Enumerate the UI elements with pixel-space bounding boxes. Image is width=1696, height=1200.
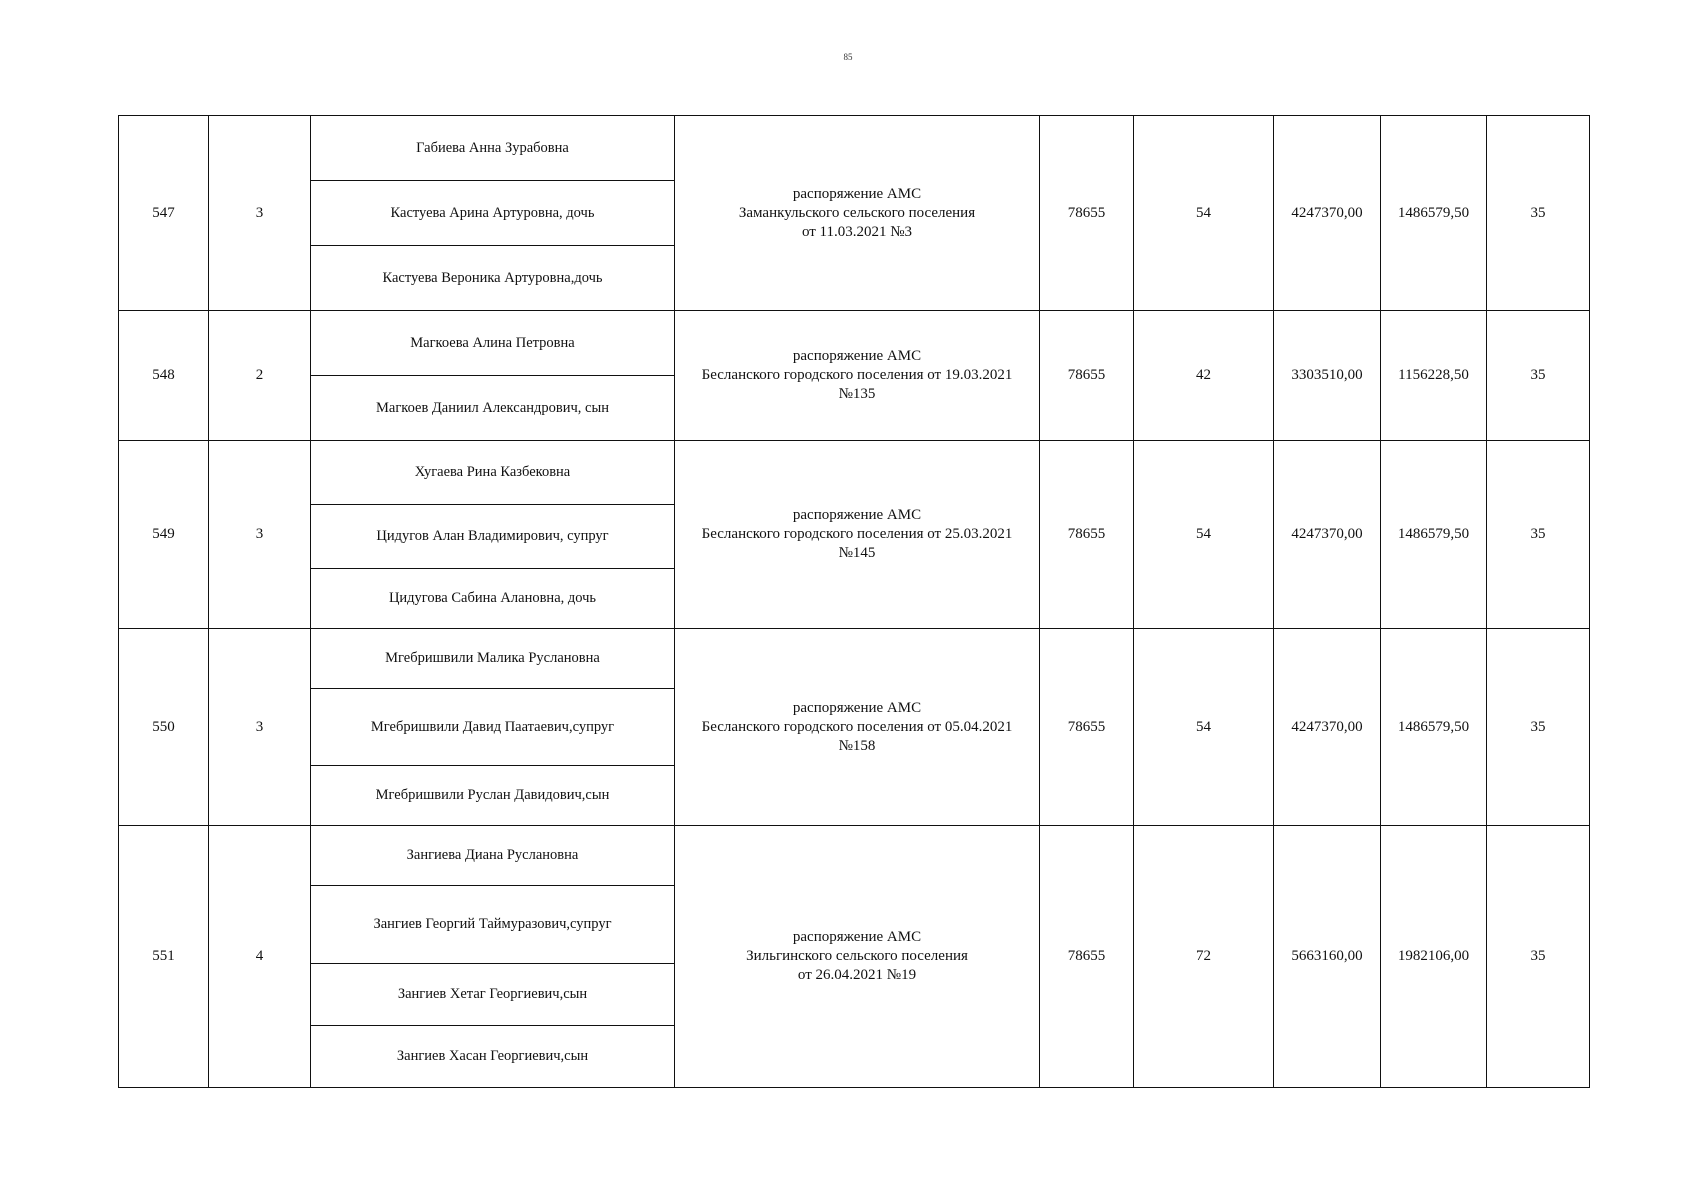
family-member-name: Хугаева Рина Казбековна (311, 441, 675, 505)
record-number: 549 (119, 441, 209, 629)
decision-line: распоряжение АМС (792, 507, 922, 523)
subsidy-amount: 1156228,50 (1381, 311, 1487, 441)
table-row (119, 826, 1590, 886)
registry-body (119, 116, 1590, 1088)
norm-cost: 78655 (1040, 826, 1134, 1088)
norm-cost: 78655 (1040, 116, 1134, 311)
subsidy-percent: 35 (1487, 629, 1590, 826)
table-row (119, 311, 1590, 376)
family-member-name: Цидугова Сабина Алановна, дочь (311, 569, 675, 629)
family-member-name: Зангиев Георгий Таймуразович,супруг (311, 886, 675, 964)
family-member-name: Магкоева Алина Петровна (311, 311, 675, 376)
total-amount: 4247370,00 (1274, 629, 1381, 826)
family-member-name: Мгебришвили Малика Руслановна (311, 629, 675, 689)
subsidy-percent: 35 (1487, 441, 1590, 629)
total-amount: 4247370,00 (1274, 441, 1381, 629)
record-number: 551 (119, 826, 209, 1088)
family-member-name: Кастуева Вероника Артуровна,дочь (311, 246, 675, 311)
subsidy-percent: 35 (1487, 826, 1590, 1088)
subsidy-amount: 1486579,50 (1381, 629, 1487, 826)
decision-line: №145 (838, 545, 876, 561)
record-number: 547 (119, 116, 209, 311)
family-member-name: Зангиева Диана Руслановна (311, 826, 675, 886)
decision-reference (675, 116, 1040, 311)
norm-cost: 78655 (1040, 311, 1134, 441)
family-members-count: 3 (209, 441, 311, 629)
record-number: 550 (119, 629, 209, 826)
decision-line: от 26.04.2021 №19 (797, 967, 917, 983)
decision-line: распоряжение АМС (792, 348, 922, 364)
decision-reference (675, 311, 1040, 441)
table-row (119, 116, 1590, 181)
decision-line: распоряжение АМС (792, 699, 922, 716)
family-members-count: 3 (209, 116, 311, 311)
family-member-name: Зангиев Хасан Георгиевич,сын (311, 1026, 675, 1088)
subsidy-amount: 1486579,50 (1381, 441, 1487, 629)
decision-line: Зильгинского сельского поселения (746, 948, 968, 964)
table-row (119, 441, 1590, 505)
record-number: 548 (119, 311, 209, 441)
decision-reference (675, 629, 1040, 826)
family-member-name: Мгебришвили Давид Паатаевич,супруг (311, 689, 675, 766)
table-row (119, 629, 1590, 689)
family-member-name: Магкоев Даниил Александрович, сын (311, 376, 675, 441)
area: 72 (1134, 826, 1274, 1088)
family-members-count: 4 (209, 826, 311, 1088)
subsidy-amount: 1982106,00 (1381, 826, 1487, 1088)
decision-line: Бесланского городского поселения от 05.04.2021 (701, 718, 1013, 735)
page-number: 85 (843, 52, 853, 62)
decision-line: Заманкульского сельского поселения (738, 204, 976, 221)
registry-table (118, 115, 1590, 1088)
subsidy-percent: 35 (1487, 311, 1590, 441)
norm-cost: 78655 (1040, 441, 1134, 629)
area: 54 (1134, 441, 1274, 629)
decision-line: от 11.03.2021 №3 (801, 223, 913, 240)
area: 42 (1134, 311, 1274, 441)
area: 54 (1134, 629, 1274, 826)
family-members-count: 3 (209, 629, 311, 826)
decision-line: распоряжение АМС (792, 929, 922, 945)
area: 54 (1134, 116, 1274, 311)
family-member-name: Цидугов Алан Владимирович, супруг (311, 505, 675, 569)
total-amount: 5663160,00 (1274, 826, 1381, 1088)
norm-cost: 78655 (1040, 629, 1134, 826)
family-member-name: Мгебришвили Руслан Давидович,сын (311, 766, 675, 826)
decision-reference (675, 441, 1040, 629)
decision-line: Бесланского городского поселения от 19.03.2021 (701, 367, 1013, 383)
family-members-count: 2 (209, 311, 311, 441)
subsidy-amount: 1486579,50 (1381, 116, 1487, 311)
total-amount: 4247370,00 (1274, 116, 1381, 311)
family-member-name: Зангиев Хетаг Георгиевич,сын (311, 964, 675, 1026)
decision-reference (675, 826, 1040, 1088)
subsidy-percent: 35 (1487, 116, 1590, 311)
family-member-name: Кастуева Арина Артуровна, дочь (311, 181, 675, 246)
total-amount: 3303510,00 (1274, 311, 1381, 441)
decision-line: Бесланского городского поселения от 25.03.2021 (701, 526, 1013, 542)
decision-line: распоряжение АМС (792, 185, 922, 202)
decision-line: №158 (838, 737, 876, 754)
family-member-name: Габиева Анна Зурабовна (311, 116, 675, 181)
decision-line: №135 (838, 386, 876, 402)
